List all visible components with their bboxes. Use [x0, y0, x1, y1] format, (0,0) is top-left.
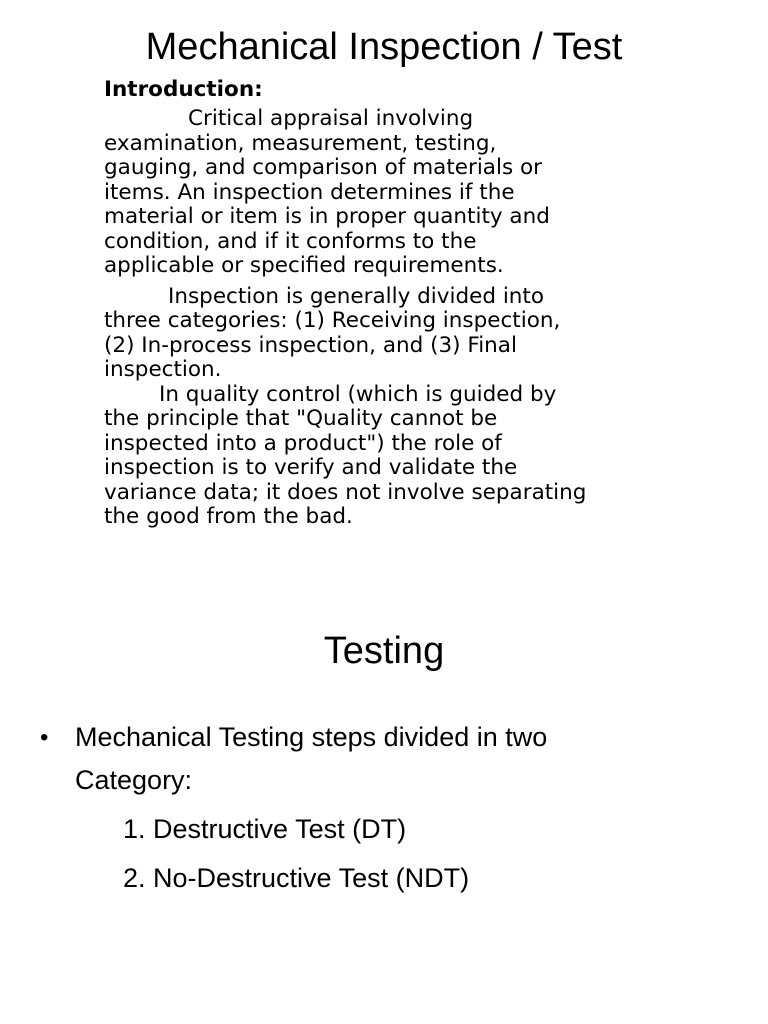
list-item-destructive-test: 1. Destructive Test (DT) — [123, 814, 407, 844]
paragraph-line: In quality control (which is guided by — [159, 381, 557, 407]
paragraph-line: applicable or specified requirements. — [104, 253, 504, 278]
bullet-line: Mechanical Testing steps divided in two — [75, 722, 548, 752]
introduction-heading: Introduction: — [104, 77, 263, 102]
paragraph-line: examination, measurement, testing, — [104, 130, 497, 156]
bullet-text — [75, 716, 547, 802]
paragraph-line: the principle that "Quality cannot be — [104, 406, 498, 431]
paragraph-quality-control — [104, 383, 704, 530]
list-item-non-destructive-test: 2. No-Destructive Test (NDT) — [123, 863, 470, 893]
paragraph-line: the good from the bad. — [104, 504, 353, 529]
bullet-icon: • — [40, 724, 49, 751]
paragraph-line: Critical appraisal involving — [188, 106, 474, 131]
bullet-line: Category: — [75, 765, 193, 795]
paragraph-line: condition, and if it conforms to the — [104, 228, 477, 254]
paragraph-line: material or item is in proper quantity and — [104, 204, 550, 229]
paragraph-line: variance data; it does not involve separating — [104, 479, 587, 505]
paragraph-line: items. An inspection determines if the — [104, 179, 515, 205]
testing-title: Testing — [323, 630, 445, 672]
paragraph-line: three categories: (1) Receiving inspection, — [104, 308, 561, 333]
bullet-item — [40, 716, 740, 802]
introduction-section — [104, 76, 704, 530]
paragraph-line: inspection. — [104, 357, 222, 382]
paragraph-line: inspected into a product") the role of — [104, 430, 502, 456]
testing-bullet-list — [40, 716, 740, 802]
page-title: Mechanical Inspection / Test — [145, 26, 623, 68]
paragraph-categories — [104, 285, 704, 383]
paragraph-line: gauging, and comparison of materials or — [104, 155, 542, 180]
paragraph-line: Inspection is generally divided into — [168, 283, 544, 309]
paragraph-line: (2) In-process inspection, and (3) Final — [104, 332, 517, 358]
paragraph-definition — [104, 107, 704, 279]
paragraph-line: inspection is to verify and validate the — [104, 455, 518, 480]
